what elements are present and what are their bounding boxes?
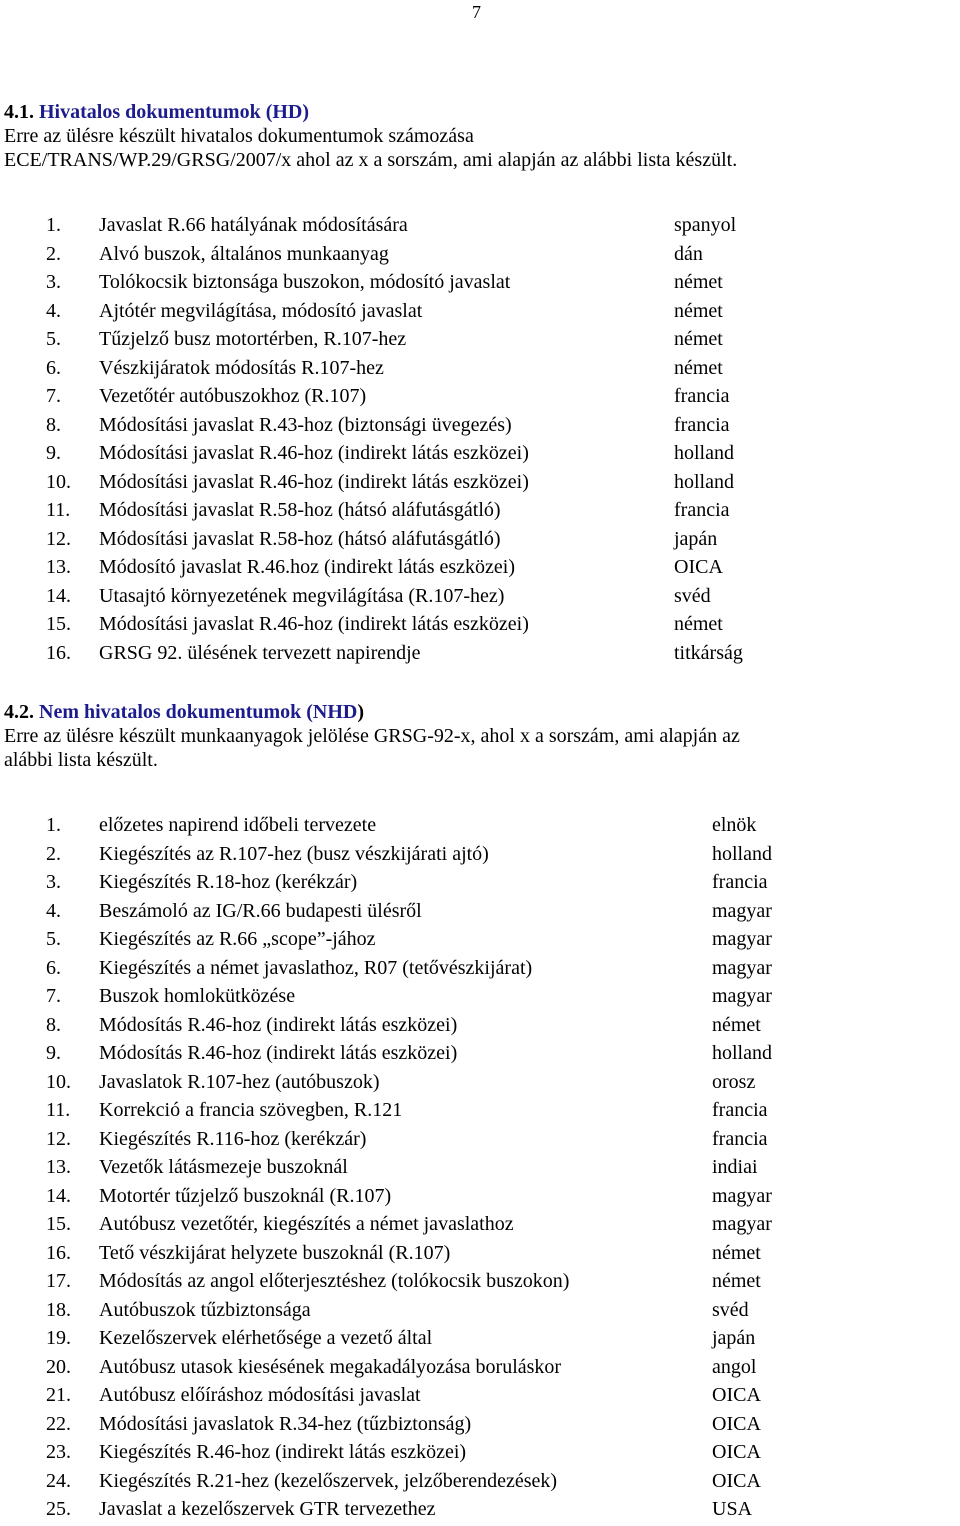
item-number: 16. <box>46 1241 71 1264</box>
item-language: OICA <box>712 1384 761 1406</box>
item-number: 11. <box>46 499 71 521</box>
item-language: OICA <box>674 556 723 578</box>
item-language: elnök <box>712 814 757 836</box>
item-title: Kiegészítés R.21-hez (kezelőszervek, jelzőberendezések) <box>99 1469 558 1492</box>
item-number: 4. <box>46 299 61 322</box>
item-number: 12. <box>46 1127 71 1150</box>
item-language: magyar <box>712 985 772 1007</box>
section-unofficial-docs <box>4 700 959 772</box>
item-title: Módosítási javaslatok R.34-hez (tűzbiztonság) <box>99 1412 472 1435</box>
section-number: 4.2. <box>4 701 34 723</box>
item-title: Módosító javaslat R.46.hoz (indirekt látás eszközei) <box>99 556 516 578</box>
item-number: 16. <box>46 641 71 664</box>
item-title: GRSG 92. ülésének tervezett napirendje <box>99 641 421 664</box>
item-number: 10. <box>46 470 71 493</box>
item-title: Módosítás az angol előterjesztéshez (tolókocsik buszokon) <box>99 1270 570 1292</box>
item-language: magyar <box>712 956 772 979</box>
item-title: Vezetőtér autóbuszokhoz (R.107) <box>99 385 367 407</box>
item-title: Kezelőszervek elérhetősége a vezető által <box>99 1327 433 1349</box>
section-title: Nem hivatalos dokumentumok <box>39 701 302 723</box>
item-number: 5. <box>46 328 61 350</box>
item-language: spanyol <box>674 214 737 236</box>
item-title: Kiegészítés R.46-hoz (indirekt látás eszközei) <box>99 1441 467 1463</box>
item-title: Javaslat a kezelőszervek GTR tervezethez <box>99 1498 436 1520</box>
section-number: 4.1. <box>4 101 34 123</box>
item-number: 17. <box>46 1270 71 1292</box>
item-title: Módosítás R.46-hoz (indirekt látás eszközei) <box>99 1042 458 1064</box>
item-language: magyar <box>712 1213 772 1235</box>
item-title: Vészkijáratok módosítás R.107-hez <box>99 356 384 379</box>
item-number: 6. <box>46 956 61 979</box>
item-title: Kiegészítés az R.107-hez (busz vészkijárati ajtó) <box>99 842 489 865</box>
item-title: Autóbusz előíráshoz módosítási javaslat <box>99 1384 421 1406</box>
item-number: 2. <box>46 242 61 265</box>
item-title: Beszámoló az IG/R.66 budapesti ülésről <box>99 899 422 922</box>
item-title: Tűzjelző busz motortérben, R.107-hez <box>99 328 407 350</box>
item-number: 3. <box>46 871 61 893</box>
item-language: dán <box>674 242 703 265</box>
item-title: előzetes napirend időbeli tervezete <box>99 814 377 836</box>
item-title: Utasajtó környezetének megvilágítása (R.107-hez) <box>99 584 505 607</box>
item-number: 10. <box>46 1070 71 1093</box>
item-language: OICA <box>712 1441 761 1463</box>
item-number: 12. <box>46 527 71 550</box>
item-title: Kiegészítés R.116-hoz (kerékzár) <box>99 1127 367 1150</box>
item-number: 6. <box>46 356 61 379</box>
item-number: 21. <box>46 1384 71 1406</box>
item-number: 14. <box>46 584 71 607</box>
item-number: 5. <box>46 928 61 950</box>
item-title: Motortér tűzjelző buszoknál (R.107) <box>99 1184 392 1207</box>
item-number: 8. <box>46 413 61 436</box>
item-language: japán <box>674 527 718 550</box>
item-number: 13. <box>46 556 71 578</box>
section-intro-line: alábbi lista készült. <box>4 749 158 771</box>
item-language: USA <box>712 1498 753 1520</box>
item-language: német <box>674 356 723 379</box>
item-language: francia <box>712 1127 768 1150</box>
item-language: francia <box>712 871 768 893</box>
item-language: német <box>712 1013 761 1036</box>
item-number: 4. <box>46 899 61 922</box>
item-title: Ajtótér megvilágítása, módosító javaslat <box>99 299 423 322</box>
item-language: titkárság <box>674 641 743 664</box>
item-number: 1. <box>46 214 61 236</box>
item-language: francia <box>674 385 730 407</box>
section-heading <box>4 100 959 124</box>
item-number: 8. <box>46 1013 61 1036</box>
item-number: 15. <box>46 1213 71 1235</box>
item-title: Javaslat R.66 hatályának módosítására <box>99 214 408 236</box>
item-language: OICA <box>712 1469 761 1492</box>
item-language: OICA <box>712 1412 761 1435</box>
item-title: Autóbusz utasok kiesésének megakadályozása boruláskor <box>99 1355 562 1378</box>
item-language: francia <box>674 413 730 436</box>
item-number: 24. <box>46 1469 71 1492</box>
item-title: Tolókocsik biztonsága buszokon, módosító javaslat <box>99 271 511 293</box>
item-language: japán <box>712 1327 756 1349</box>
item-number: 11. <box>46 1099 71 1121</box>
item-language: svéd <box>674 584 711 607</box>
item-language: német <box>674 271 723 293</box>
item-title: Buszok homlokütközése <box>99 985 296 1007</box>
item-number: 1. <box>46 814 61 836</box>
item-language: angol <box>712 1355 757 1378</box>
item-title: Módosítási javaslat R.46-hoz (indirekt látás eszközei) <box>99 442 529 464</box>
item-language: német <box>674 299 723 322</box>
item-title: Autóbusz vezetőtér, kiegészítés a német javaslathoz <box>99 1213 514 1235</box>
item-number: 7. <box>46 985 61 1007</box>
section-official-docs <box>4 100 959 172</box>
item-number: 20. <box>46 1355 71 1378</box>
item-title: Módosítási javaslat R.58-hoz (hátsó aláfutásgátló) <box>99 499 501 521</box>
item-language: magyar <box>712 928 772 950</box>
item-title: Kiegészítés R.18-hoz (kerékzár) <box>99 871 358 893</box>
section-title-abbr: (NHD <box>306 701 358 723</box>
item-title: Módosítási javaslat R.46-hoz (indirekt látás eszközei) <box>99 613 529 635</box>
item-language: francia <box>712 1099 768 1121</box>
item-number: 7. <box>46 385 61 407</box>
item-language: svéd <box>712 1298 749 1321</box>
item-language: magyar <box>712 899 772 922</box>
item-number: 3. <box>46 271 61 293</box>
item-title: Alvó buszok, általános munkaanyag <box>99 242 389 265</box>
item-language: indiai <box>712 1156 758 1178</box>
item-number: 2. <box>46 842 61 865</box>
item-title: Módosítás R.46-hoz (indirekt látás eszközei) <box>99 1013 458 1036</box>
section-title-close: ) <box>357 701 365 723</box>
item-language: német <box>712 1270 761 1292</box>
item-language: holland <box>674 470 734 493</box>
item-language: német <box>674 328 723 350</box>
item-number: 25. <box>46 1498 71 1520</box>
section-title: Hivatalos dokumentumok (HD) <box>39 101 310 123</box>
item-title: Vezetők látásmezeje buszoknál <box>99 1156 348 1178</box>
item-language: német <box>712 1241 761 1264</box>
item-language: német <box>674 613 723 635</box>
section-heading <box>4 700 959 724</box>
item-title: Tető vészkijárat helyzete buszoknál (R.107) <box>99 1241 451 1264</box>
item-number: 23. <box>46 1441 71 1463</box>
item-title: Kiegészítés a német javaslathoz, R07 (tetővészkijárat) <box>99 956 533 979</box>
page-number: 7 <box>472 2 481 22</box>
item-language: holland <box>712 1042 772 1064</box>
item-title: Kiegészítés az R.66 „scope”-jához <box>99 928 376 950</box>
item-number: 15. <box>46 613 71 635</box>
item-title: Autóbuszok tűzbiztonsága <box>99 1298 311 1321</box>
section-intro-line: Erre az ülésre készült munkaanyagok jelölése GRSG-92-x, ahol x a sorszám, ami alapján az <box>4 725 740 747</box>
item-title: Javaslatok R.107-hez (autóbuszok) <box>99 1070 380 1093</box>
item-number: 14. <box>46 1184 71 1207</box>
item-number: 18. <box>46 1298 71 1321</box>
item-number: 19. <box>46 1327 71 1349</box>
item-language: holland <box>674 442 734 464</box>
item-title: Módosítási javaslat R.46-hoz (indirekt látás eszközei) <box>99 470 529 493</box>
item-number: 9. <box>46 1042 61 1064</box>
item-language: holland <box>712 842 772 865</box>
section-intro-line: Erre az ülésre készült hivatalos dokumentumok számozása <box>4 125 474 147</box>
section-intro-line: ECE/TRANS/WP.29/GRSG/2007/x ahol az x a sorszám, ami alapján az alábbi lista készült. <box>4 149 738 171</box>
item-number: 13. <box>46 1156 71 1178</box>
item-title: Módosítási javaslat R.58-hoz (hátsó aláfutásgátló) <box>99 527 501 550</box>
item-title: Korrekció a francia szövegben, R.121 <box>99 1099 403 1121</box>
item-number: 22. <box>46 1412 71 1435</box>
item-number: 9. <box>46 442 61 464</box>
item-language: orosz <box>712 1070 756 1093</box>
item-title: Módosítási javaslat R.43-hoz (biztonsági üvegezés) <box>99 413 512 436</box>
item-language: francia <box>674 499 730 521</box>
item-language: magyar <box>712 1184 772 1207</box>
